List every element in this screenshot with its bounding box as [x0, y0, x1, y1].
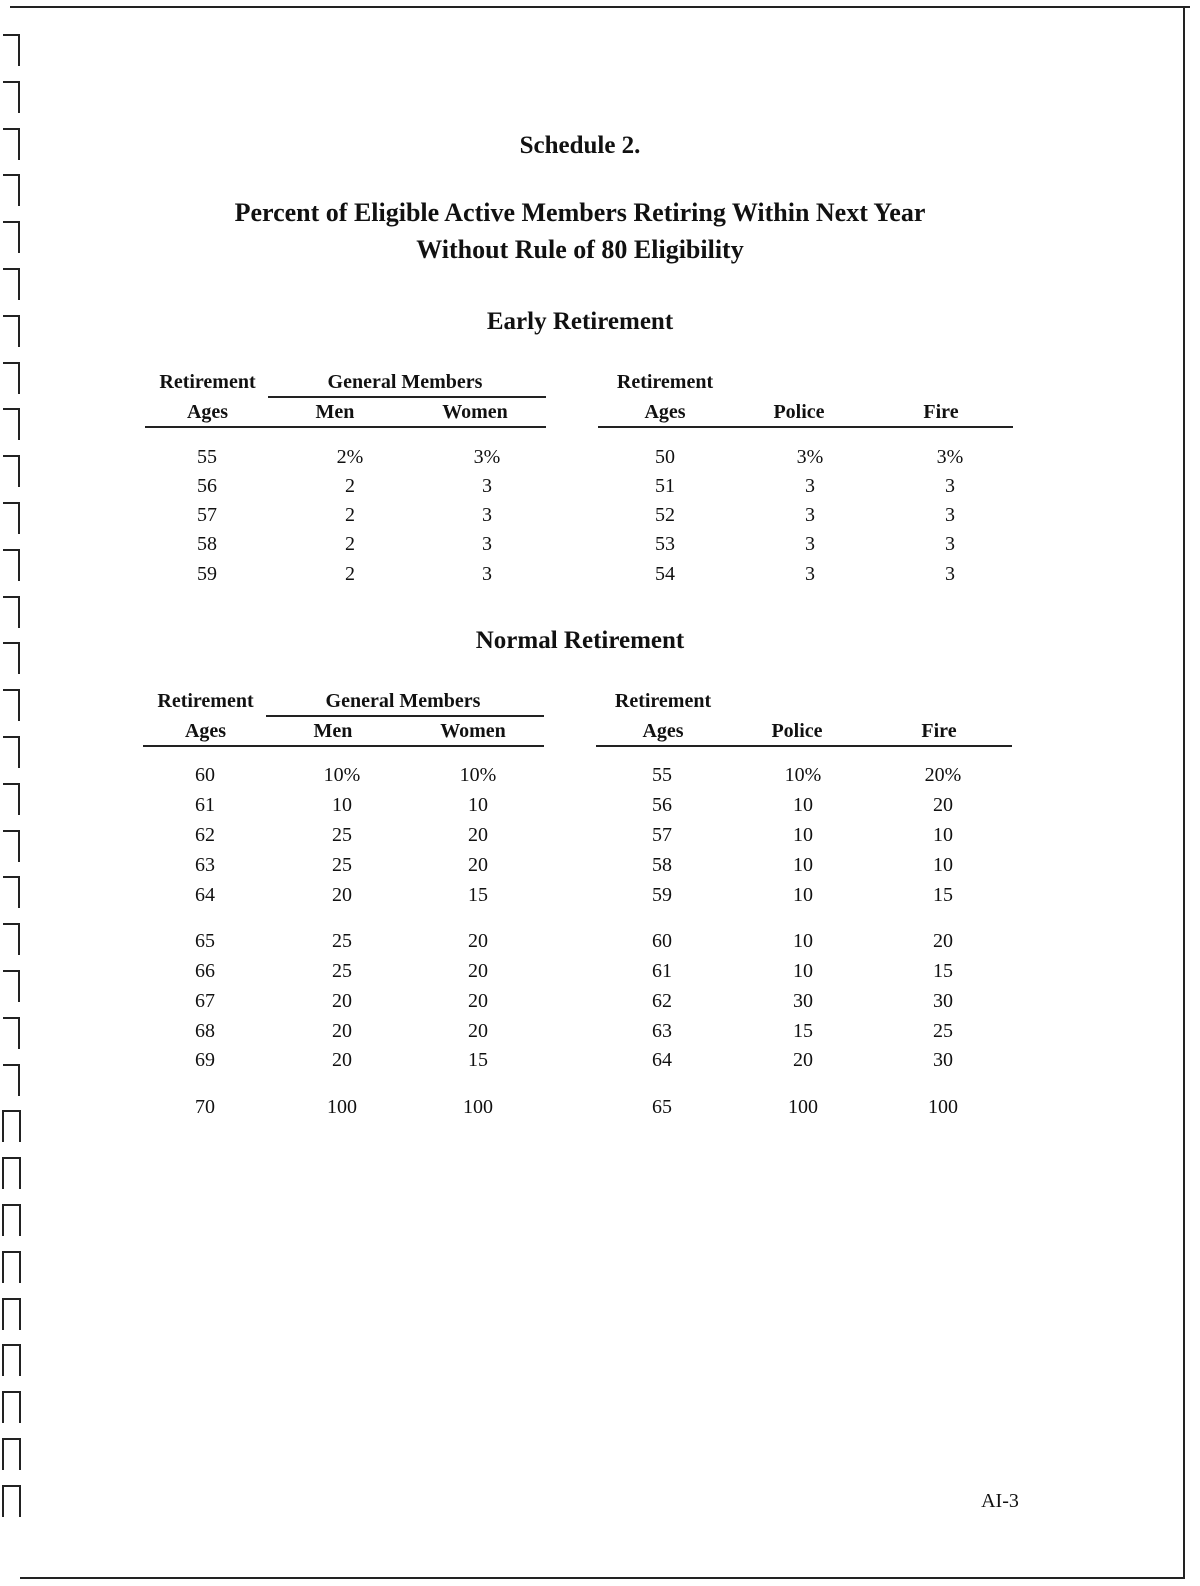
- normal-general-cell: 20: [468, 930, 488, 952]
- early-general-cell: 56: [197, 475, 217, 497]
- early-safety-cell: 3%: [796, 446, 824, 468]
- normal-women-header: Women: [440, 720, 506, 742]
- normal-safety-cell: 20: [933, 794, 953, 816]
- normal-general-cell: 63: [195, 854, 215, 876]
- normal-general-cell: 20: [468, 960, 488, 982]
- early-fire-header: Fire: [923, 401, 959, 423]
- normal-safety-cell: 20: [793, 1049, 813, 1071]
- early-safety-cell: 3: [945, 475, 955, 497]
- early-general-members-rule: [268, 396, 546, 398]
- normal-safety-cell: 10: [793, 854, 813, 876]
- early-general-cell: 3: [482, 504, 492, 526]
- normal-safety-cell: 60: [652, 930, 672, 952]
- normal-safety-cell: 55: [652, 764, 672, 786]
- binder-tab-mark: [3, 783, 20, 815]
- page-title-line-2: Without Rule of 80 Eligibility: [416, 235, 744, 264]
- binder-tab-mark: [2, 1157, 21, 1189]
- normal-police-header: Police: [771, 720, 823, 742]
- normal-safety-cell: 59: [652, 884, 672, 906]
- normal-safety-cell: 30: [793, 990, 813, 1012]
- normal-safety-cell: 58: [652, 854, 672, 876]
- normal-general-cell: 60: [195, 764, 215, 786]
- normal-general-cell: 15: [468, 1049, 488, 1071]
- early-safety-cell: 3: [805, 504, 815, 526]
- early-safety-cell: 53: [655, 533, 675, 555]
- normal-fire-header: Fire: [921, 720, 957, 742]
- normal-safety-cell: 62: [652, 990, 672, 1012]
- early-safety-cell: 3%: [936, 446, 964, 468]
- early-safety-cell: 52: [655, 504, 675, 526]
- normal-general-cell: 20: [332, 1020, 352, 1042]
- early-safety-cell: 3: [805, 533, 815, 555]
- page-right-border: [1183, 8, 1185, 1578]
- normal-men-header: Men: [313, 720, 353, 742]
- early-general-cell: 59: [197, 563, 217, 585]
- early-safety-cell: 51: [655, 475, 675, 497]
- normal-general-header-rule: [143, 745, 544, 747]
- binder-tab-mark: [3, 34, 20, 66]
- binder-tab-mark: [2, 1298, 21, 1330]
- normal-safety-header-rule: [596, 745, 1012, 747]
- normal-safety-cell: 15: [933, 884, 953, 906]
- early-safety-cell: 54: [655, 563, 675, 585]
- schedule-label: Schedule 2.: [519, 132, 641, 159]
- early-general-ages-header: Ages: [186, 401, 229, 423]
- normal-general-cell: 25: [332, 824, 352, 846]
- early-general-members-header: General Members: [327, 371, 483, 393]
- page-number: AI-3: [981, 1490, 1019, 1512]
- early-safety-cell: 3: [805, 475, 815, 497]
- normal-safety-cell: 25: [933, 1020, 953, 1042]
- binder-tab-mark: [3, 1017, 20, 1049]
- normal-general-cell: 20: [332, 884, 352, 906]
- early-police-header: Police: [773, 401, 825, 423]
- binder-tab-mark: [3, 81, 20, 113]
- early-safety-cell: 50: [655, 446, 675, 468]
- binder-tab-mark: [3, 923, 20, 955]
- binder-tab-mark: [3, 876, 20, 908]
- early-safety-ages-header: Ages: [644, 401, 686, 423]
- early-general-cell: 3: [482, 533, 492, 555]
- normal-safety-cell: 10: [793, 794, 813, 816]
- binder-tab-mark: [2, 1204, 21, 1236]
- normal-safety-cell: 61: [652, 960, 672, 982]
- early-safety-header-rule: [598, 426, 1013, 428]
- normal-general-cell: 69: [195, 1049, 215, 1071]
- early-retirement-heading: Early Retirement: [486, 308, 674, 335]
- normal-safety-cell: 20: [933, 930, 953, 952]
- normal-safety-cell: 15: [933, 960, 953, 982]
- normal-general-cell: 68: [195, 1020, 215, 1042]
- normal-safety-cell: 20%: [924, 764, 962, 786]
- normal-safety-cell: 10: [793, 884, 813, 906]
- normal-safety-cell: 15: [793, 1020, 813, 1042]
- binder-tab-mark: [2, 1110, 21, 1142]
- normal-general-cell: 66: [195, 960, 215, 982]
- binder-tab-mark: [2, 1251, 21, 1283]
- early-general-cell: 57: [197, 504, 217, 526]
- early-general-cell: 3: [482, 475, 492, 497]
- normal-general-cell: 25: [332, 930, 352, 952]
- normal-safety-cell: 10: [933, 824, 953, 846]
- early-general-cell: 2: [345, 533, 355, 555]
- binder-tab-mark: [3, 408, 20, 440]
- early-general-retirement-header: Retirement: [159, 371, 256, 393]
- binder-tab-mark: [3, 596, 20, 628]
- normal-safety-cell: 57: [652, 824, 672, 846]
- normal-general-cell: 100: [327, 1096, 357, 1118]
- normal-safety-cell: 56: [652, 794, 672, 816]
- early-general-cell: 2: [345, 475, 355, 497]
- early-safety-cell: 3: [945, 504, 955, 526]
- normal-general-cell: 100: [463, 1096, 493, 1118]
- page-bottom-border: [20, 1577, 1185, 1579]
- normal-retirement-heading: Normal Retirement: [475, 627, 685, 654]
- normal-safety-cell: 30: [933, 1049, 953, 1071]
- normal-general-cell: 20: [468, 990, 488, 1012]
- normal-general-cell: 25: [332, 854, 352, 876]
- normal-general-cell: 20: [332, 1049, 352, 1071]
- early-general-cell: 2%: [336, 446, 364, 468]
- normal-general-ages-header: Ages: [184, 720, 227, 742]
- normal-safety-cell: 30: [933, 990, 953, 1012]
- early-general-cell: 3%: [473, 446, 501, 468]
- early-safety-retirement-header: Retirement: [616, 371, 714, 393]
- normal-safety-cell: 100: [928, 1096, 958, 1118]
- normal-safety-cell: 10%: [784, 764, 822, 786]
- normal-general-cell: 15: [468, 884, 488, 906]
- binder-tab-mark: [3, 736, 20, 768]
- normal-general-cell: 62: [195, 824, 215, 846]
- early-safety-cell: 3: [945, 533, 955, 555]
- binder-tab-mark: [3, 970, 20, 1002]
- normal-safety-cell: 63: [652, 1020, 672, 1042]
- normal-general-cell: 10: [332, 794, 352, 816]
- binder-tab-mark: [2, 1485, 21, 1517]
- page-top-border: [10, 6, 1190, 8]
- early-safety-cell: 3: [945, 563, 955, 585]
- early-general-cell: 3: [482, 563, 492, 585]
- early-safety-cell: 3: [805, 563, 815, 585]
- normal-general-cell: 64: [195, 884, 215, 906]
- binder-tab-mark: [2, 1344, 21, 1376]
- normal-general-cell: 20: [332, 990, 352, 1012]
- binder-tab-mark: [3, 502, 20, 534]
- normal-general-retirement-header: Retirement: [157, 690, 254, 712]
- early-general-cell: 2: [345, 563, 355, 585]
- normal-general-cell: 10%: [459, 764, 497, 786]
- early-general-header-rule: [145, 426, 546, 428]
- normal-general-cell: 61: [195, 794, 215, 816]
- normal-safety-cell: 100: [788, 1096, 818, 1118]
- normal-safety-cell: 10: [793, 930, 813, 952]
- binder-tab-mark: [2, 1438, 21, 1470]
- normal-safety-cell: 10: [933, 854, 953, 876]
- binder-tab-mark: [3, 268, 20, 300]
- normal-general-cell: 10%: [323, 764, 361, 786]
- early-women-header: Women: [442, 401, 508, 423]
- binder-tab-mark: [3, 689, 20, 721]
- normal-safety-cell: 64: [652, 1049, 672, 1071]
- normal-general-members-rule: [266, 715, 544, 717]
- normal-general-members-header: General Members: [325, 690, 481, 712]
- normal-safety-cell: 65: [652, 1096, 672, 1118]
- normal-general-cell: 70: [195, 1096, 215, 1118]
- early-men-header: Men: [315, 401, 355, 423]
- binder-tab-mark: [3, 362, 20, 394]
- early-general-cell: 58: [197, 533, 217, 555]
- normal-safety-cell: 10: [793, 960, 813, 982]
- early-general-cell: 2: [345, 504, 355, 526]
- binder-tab-mark: [3, 830, 20, 862]
- page-title-line-1: Percent of Eligible Active Members Retiring Within Next Year: [234, 198, 926, 227]
- normal-general-cell: 10: [468, 794, 488, 816]
- binder-tab-mark: [3, 549, 20, 581]
- normal-general-cell: 25: [332, 960, 352, 982]
- binder-tab-mark: [3, 1064, 20, 1096]
- normal-safety-cell: 10: [793, 824, 813, 846]
- binder-tab-mark: [3, 455, 20, 487]
- binder-tab-mark: [2, 1391, 21, 1423]
- normal-general-cell: 20: [468, 854, 488, 876]
- normal-general-cell: 20: [468, 1020, 488, 1042]
- normal-general-cell: 65: [195, 930, 215, 952]
- normal-general-cell: 67: [195, 990, 215, 1012]
- early-general-cell: 55: [197, 446, 217, 468]
- normal-general-cell: 20: [468, 824, 488, 846]
- normal-safety-ages-header: Ages: [642, 720, 684, 742]
- normal-safety-retirement-header: Retirement: [614, 690, 712, 712]
